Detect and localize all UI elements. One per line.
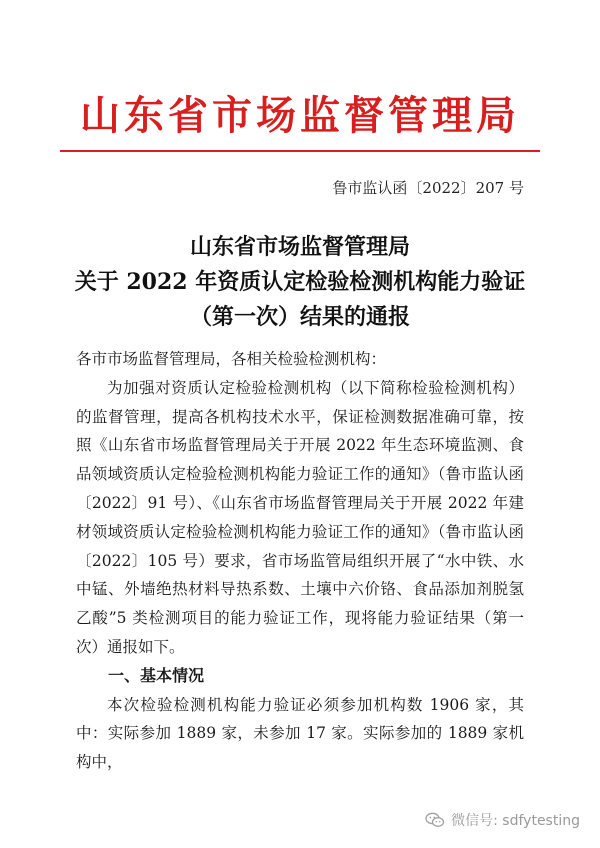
title-line-2: 关于 2022 年资质认定检验检测机构能力验证 xyxy=(74,269,526,295)
section-heading-basic-info: 一、基本情况 xyxy=(108,665,205,685)
body-paragraph-1: 为加强对资质认定检验检测机构（以下简称检验检测机构）的监督管理，提高各机构技术水平，保证检测数据准确可靠，按照《山东省市场监督管理局关于开展 2022 年生态环境监测、食品领域资质认定检验检测机构能力验证工作的通知》（鲁市监认函〔2022〕91 号）、《山东省市场监督管理局关于开展 2022 年建材领域资质认定检验检测机构能力验证工作的通知》（鲁市监认函〔2022〕105 号）要求，省市场监管局组织开展了“水中铁、水中锰、外墙绝热材料导热系数、土壤中六价铬、食品添加剂脱氢乙酸”5 类检测项目的能力验证工作，现将能力验证结果（第一次）通报如下。 xyxy=(76,378,524,656)
red-divider-line xyxy=(60,150,540,152)
salutation: 各市市场监督管理局，各相关检验检测机构： xyxy=(76,350,387,368)
watermark-text: 微信号: sdfytesting xyxy=(451,813,580,829)
document-body xyxy=(76,345,524,777)
organization-header: 山东省市场监督管理局 xyxy=(80,92,520,139)
wechat-watermark xyxy=(425,810,580,830)
title-line-3: （第一次）结果的通报 xyxy=(189,304,410,330)
body-paragraph-2: 本次检验检测机构能力验证必须参加机构数 1906 家，其中：实际参加 1889 家，未参加 17 家。实际参加的 1889 家机构中， xyxy=(76,695,524,772)
title-line-1: 山东省市场监督管理局 xyxy=(189,234,410,260)
document-title xyxy=(0,230,600,335)
document-number: 鲁市监认函〔2022〕207 号 xyxy=(332,179,524,197)
wechat-icon xyxy=(425,812,445,828)
